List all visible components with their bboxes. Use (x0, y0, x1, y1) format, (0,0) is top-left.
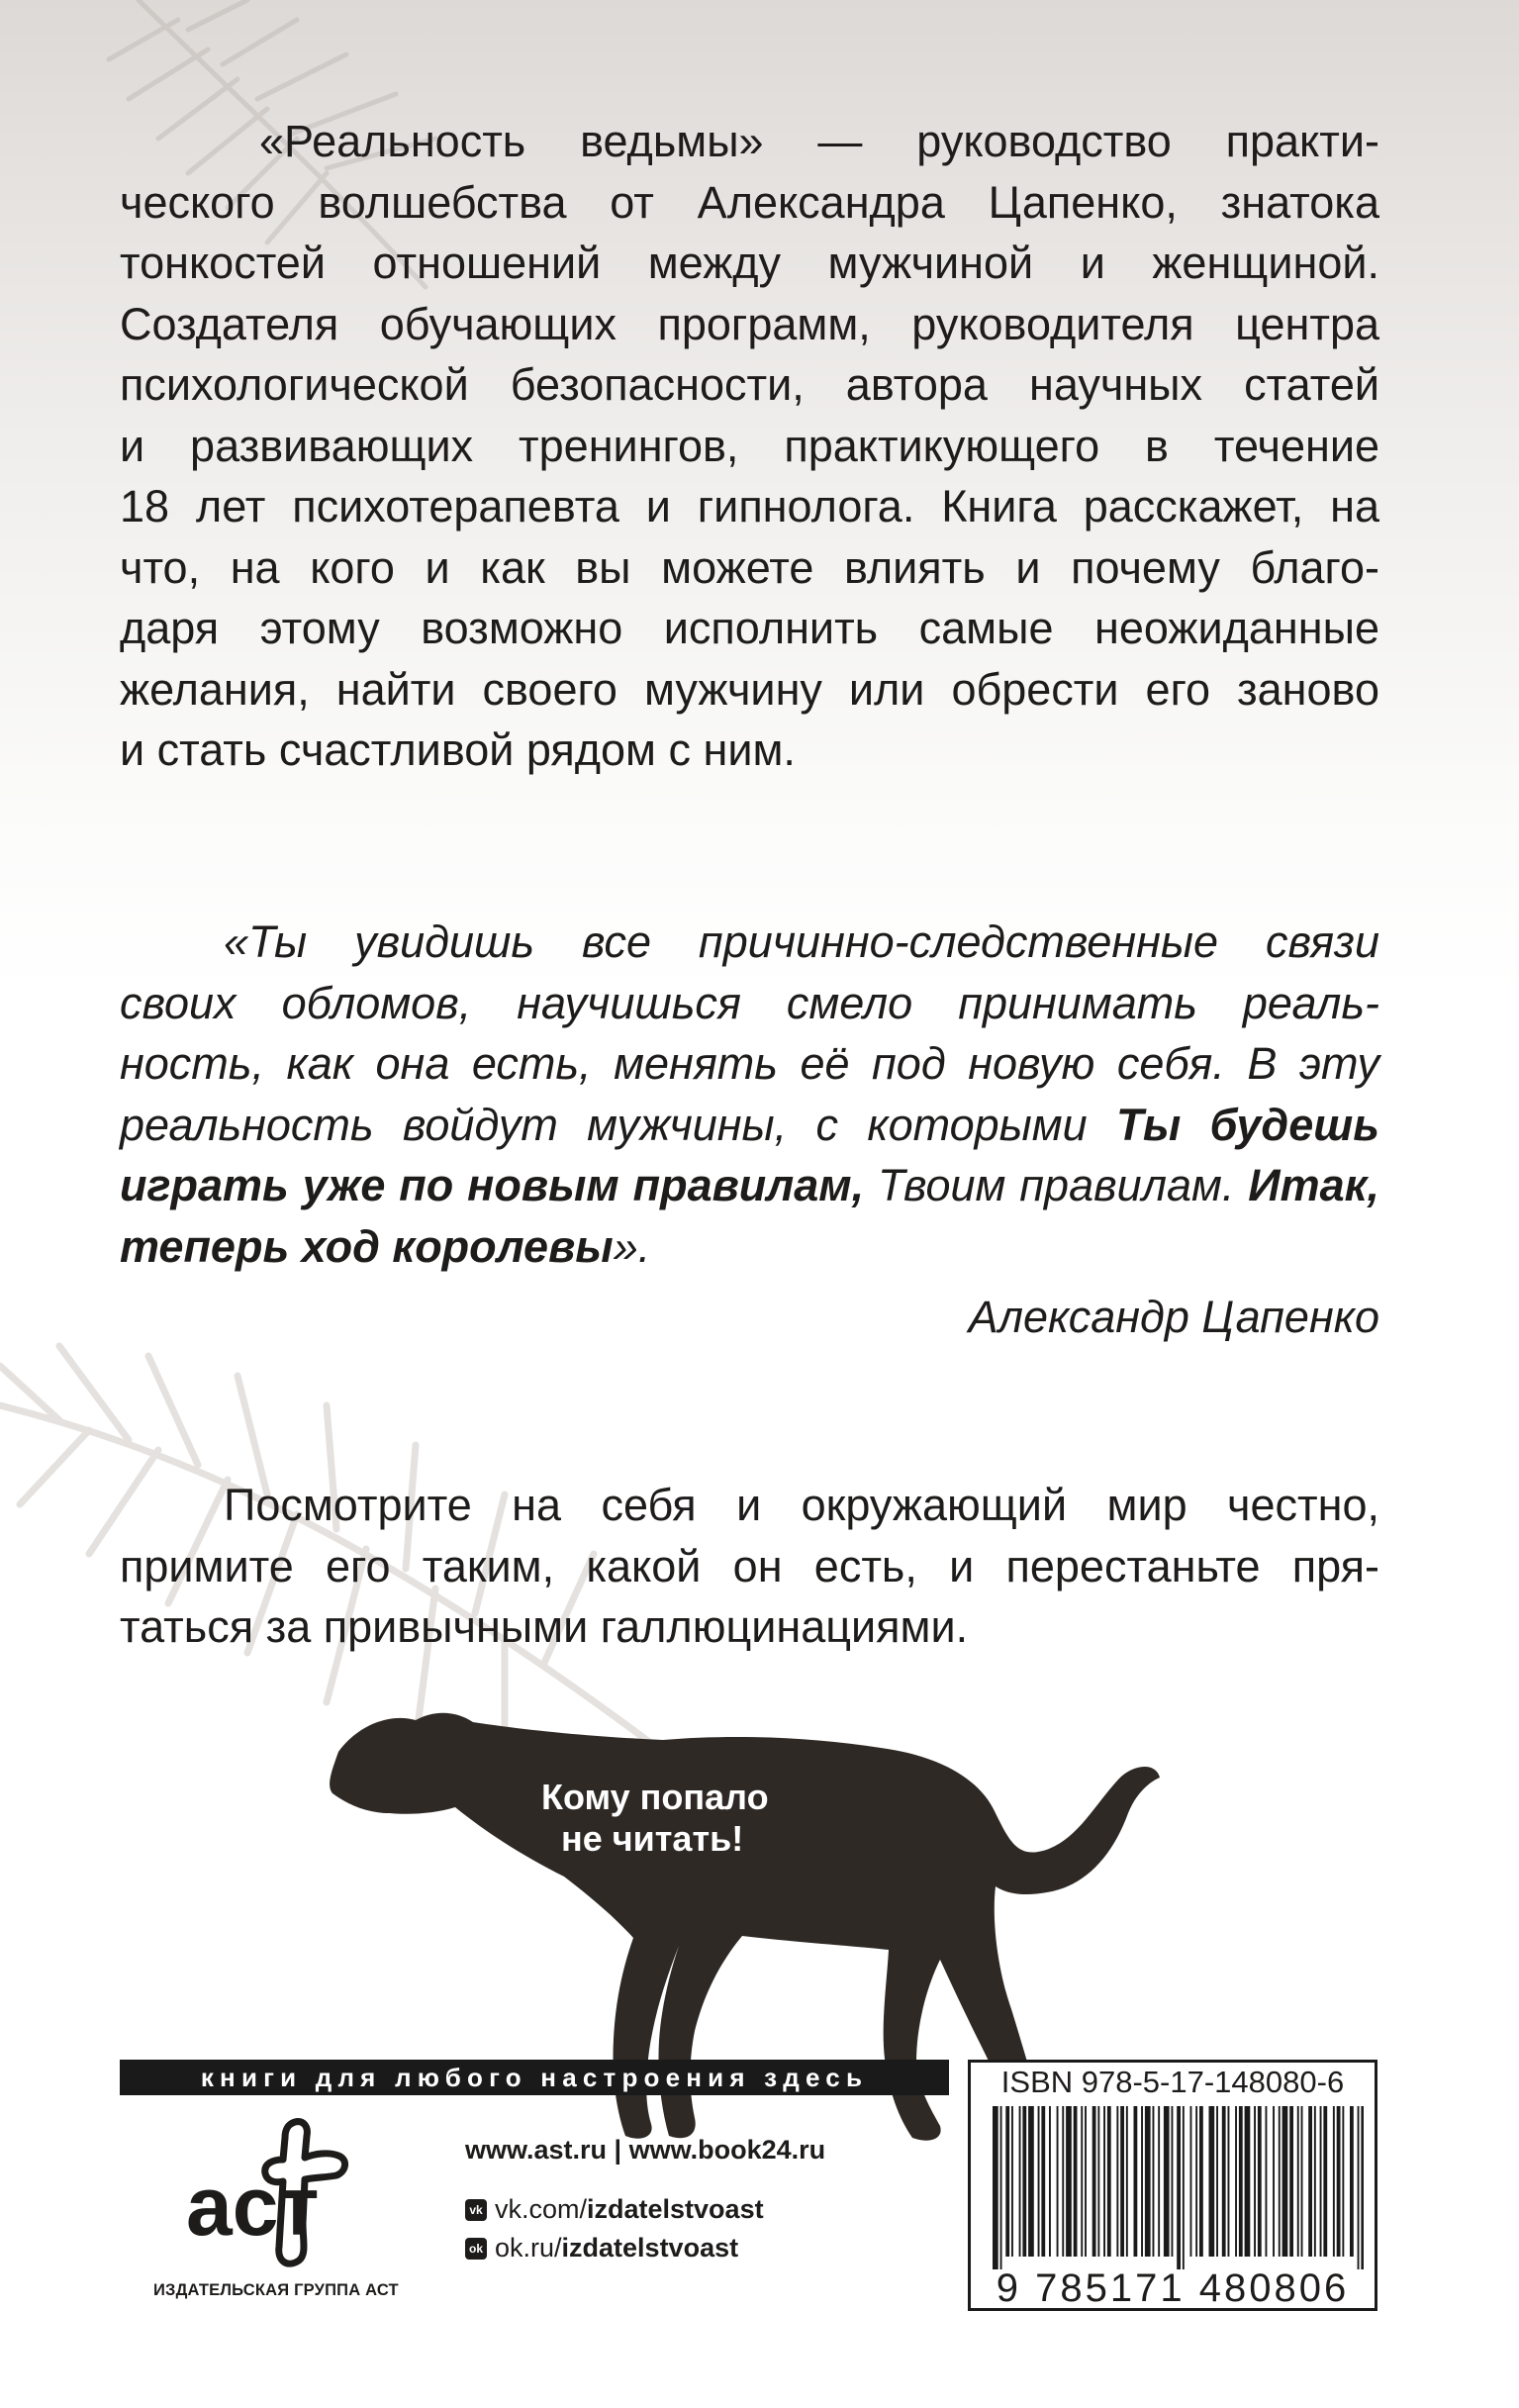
barcode-bar (1254, 2106, 1256, 2257)
text-line: и стать счастливой рядом с ним. (120, 724, 796, 775)
vk-handle: izdatelstvoast (587, 2194, 764, 2224)
barcode-bar (1005, 2106, 1009, 2257)
quote-author: Александр Цапенко (968, 1292, 1379, 1342)
barcode-bar (1011, 2106, 1013, 2257)
quote-text: реальность войдут мужчины, с которыми (120, 1099, 1116, 1150)
barcode-bar (1057, 2106, 1059, 2257)
ean-number: 9 785171 480806 (996, 2266, 1350, 2310)
barcode-bar (1172, 2106, 1174, 2257)
barcode-bar (1337, 2106, 1341, 2257)
barcode-bar (1116, 2106, 1118, 2257)
barcode-bar (1361, 2106, 1364, 2269)
barcode-bar (1222, 2106, 1226, 2257)
barcode-bar (1358, 2106, 1360, 2269)
barcode-bar (1320, 2106, 1322, 2257)
barcode-bar (1177, 2106, 1181, 2269)
barcode-bar (1066, 2106, 1072, 2257)
barcode-bar (1239, 2106, 1243, 2257)
barcode-bar (1195, 2106, 1197, 2257)
closing-paragraph (120, 1475, 1379, 1658)
text-line: психологической безопасности, автора научных статей (120, 359, 1379, 410)
quote-emphasis: теперь ход королевы (120, 1220, 614, 1272)
description-paragraph (120, 111, 1379, 781)
barcode-bar (1062, 2106, 1064, 2257)
barcode-bar (1279, 2106, 1281, 2257)
quote-line: ность, как она есть, менять её под новую себя. В эту (120, 1038, 1379, 1089)
barcode-bar (1342, 2106, 1344, 2257)
barcode-bar (1323, 2106, 1327, 2257)
text-line: примите его таким, какой он есть, и перестаньте пря- (120, 1540, 1379, 1591)
barcode-bar (1199, 2106, 1203, 2257)
quote-line (120, 1155, 1379, 1216)
barcode-bar (1333, 2106, 1335, 2257)
barcode-bar (1228, 2106, 1230, 2257)
barcode-bar (1041, 2106, 1045, 2257)
barcode-bar (1266, 2106, 1268, 2257)
vk-link[interactable] (465, 2194, 764, 2225)
text-line: ческого волшебства от Александра Цапенко, знатока (120, 176, 1379, 228)
tagline-bar: книги для любого настроения здесь (120, 2060, 949, 2095)
barcode-bar (1350, 2106, 1354, 2257)
quote-emphasis: Ты будешь (1115, 1099, 1379, 1150)
barcode-bar (1141, 2106, 1143, 2257)
barcode-bar (1022, 2106, 1026, 2257)
quote-line: «Ты увидишь все причинно-следственные связи (224, 916, 1379, 967)
barcode-bar (1103, 2106, 1105, 2257)
quote-text: Твоим правилам. (864, 1160, 1249, 1210)
text-line: 18 лет психотерапевта и гипнолога. Книга расскажет, на (120, 481, 1379, 531)
barcode-bar (993, 2106, 998, 2269)
barcode-bar (1145, 2106, 1151, 2257)
barcode-bar (1209, 2106, 1215, 2257)
barcode-bar (1297, 2106, 1299, 2257)
text-line: тонкостей отношений между мужчиной и женщиной. (120, 238, 1379, 288)
slogan (541, 1777, 917, 1860)
vk-prefix: vk.com/ (495, 2194, 588, 2224)
barcode-bar (1308, 2106, 1312, 2257)
quote-text: ». (613, 1220, 651, 1272)
text-line: даря этому возможно исполнить самые неожиданные (120, 603, 1379, 653)
barcode-bar (1097, 2106, 1099, 2257)
quote-line (120, 1216, 1379, 1278)
barcode-bar (1074, 2106, 1078, 2257)
text-line: Создателя обучающих программ, руководителя центра (120, 298, 1379, 349)
barcode-bar (1301, 2106, 1303, 2257)
ast-logo-text: аст (186, 2160, 320, 2253)
barcode-bar (1038, 2106, 1040, 2257)
barcode-bar (1245, 2106, 1251, 2257)
barcode-bar (1126, 2106, 1128, 2257)
barcode-bar (1273, 2106, 1275, 2257)
barcode-bar (1258, 2106, 1262, 2257)
barcode-bar (1158, 2106, 1160, 2257)
quote-line: своих обломов, научишься смело принимать реаль- (120, 977, 1379, 1028)
barcode-bar (1314, 2106, 1316, 2257)
barcode-bar (1028, 2106, 1034, 2257)
barcode-bar (1049, 2106, 1051, 2257)
barcode-bar (1092, 2106, 1096, 2257)
barcode-bar (1235, 2106, 1237, 2257)
barcode-bar (1153, 2106, 1155, 2257)
website-links[interactable]: www.ast.ru | www.book24.ru (465, 2135, 826, 2165)
quote-emphasis: играть уже по новым правилам, (120, 1160, 865, 1210)
ok-handle: izdatelstvoast (561, 2233, 739, 2263)
ok-prefix: ok.ru/ (495, 2233, 562, 2263)
text-line: и развивающих тренингов, практикующего в течение (120, 420, 1379, 471)
barcode-bar (1085, 2106, 1087, 2257)
text-line: желания, найти своего мужчину или обрести его заново (120, 663, 1379, 715)
barcode-bar (1019, 2106, 1021, 2257)
barcode-bar (1107, 2106, 1111, 2257)
slogan-line: Кому попало (541, 1777, 769, 1817)
author-quote (120, 912, 1379, 1277)
ast-logo (178, 2116, 376, 2269)
vk-icon: vk (465, 2199, 487, 2221)
isbn-number: ISBN 978-5-17-148080-6 (1000, 2065, 1345, 2099)
ok-icon: ok (465, 2238, 487, 2260)
barcode-bar (1120, 2106, 1124, 2257)
barcode-bar (1190, 2106, 1192, 2257)
ok-link[interactable] (465, 2233, 738, 2264)
text-line: Посмотрите на себя и окружающий мир честно, (224, 1480, 1379, 1530)
barcode-bar (1183, 2106, 1185, 2269)
barcode-box (968, 2060, 1377, 2311)
publisher-name: ИЗДАТЕЛЬСКАЯ ГРУППА АСТ (153, 2281, 399, 2299)
barcode-icon (993, 2106, 1364, 2269)
barcode-bar (1134, 2106, 1138, 2257)
barcode-bar (1000, 2106, 1002, 2269)
text-line: что, на кого и как вы можете влиять и почему благо- (120, 541, 1379, 593)
barcode-bar (1164, 2106, 1170, 2257)
barcode-bar (1216, 2106, 1218, 2257)
barcode-bar (1081, 2106, 1083, 2257)
text-line: таться за привычными галлюцинациями. (120, 1601, 969, 1652)
barcode-bar (1282, 2106, 1288, 2257)
quote-line (120, 1095, 1379, 1156)
quote-emphasis: Итак, (1248, 1160, 1379, 1210)
text-line: «Реальность ведьмы» — руководство практи- (259, 116, 1379, 166)
slogan-line: не читать! (561, 1818, 744, 1859)
barcode-bar (1289, 2106, 1293, 2257)
